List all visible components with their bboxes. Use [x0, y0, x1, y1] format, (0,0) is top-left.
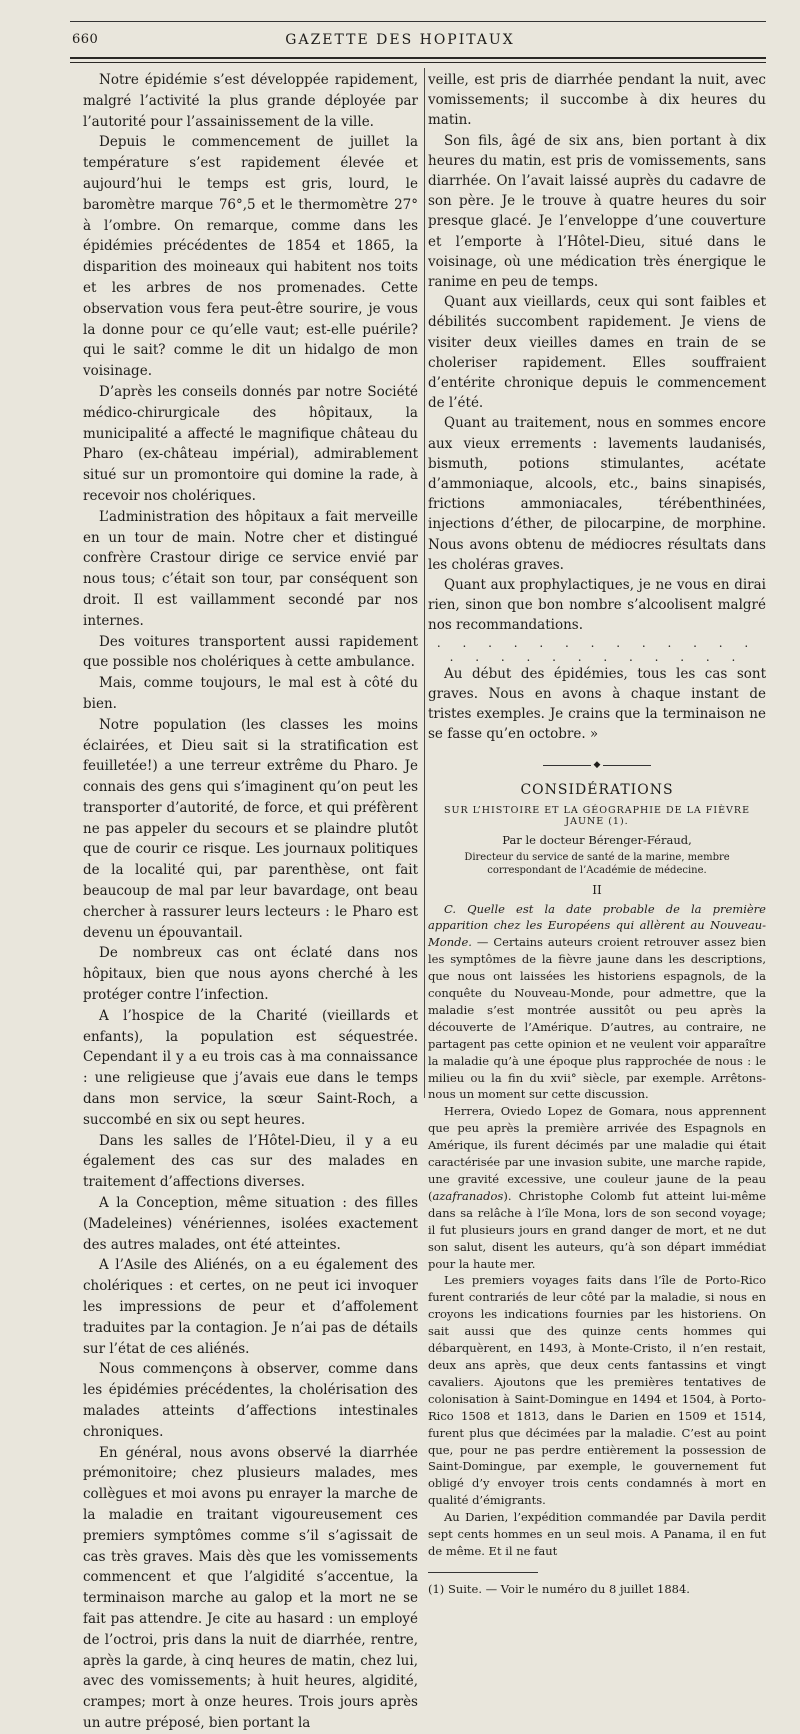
lead-text: — Certains auteurs croient retrouver assez bien les symptômes de la fièvre jaune dans les descriptions, que nous ont laissées les historiens espagnols, de la conquête du Nouveau-Monde, pour admettre, que la maladie s’est montrée aussitôt ou peu après la découverte de l’Amérique. D’autres, au contraire, ne partagent pas cette opinion et ne veulent voir apparaître la maladie qu’à une époque plus rapprochée de nous : le milieu ou la fin du xvii° siècle, par exemple. Arrêtons-nous un moment sur cette discussion. [428, 935, 766, 1102]
paragraph: D’après les conseils donnés par notre Société médico-chirurgicale des hôpitaux, la municipalité a affecté le magnifique château du Pharo (ex-château impérial), admirablement situé sur un promontoire qui domine la rade, à recevoir nos cholériques. [83, 383, 418, 504]
paragraph: Mais, comme toujours, le mal est à côté du bien. [83, 675, 418, 712]
paragraph: Notre épidémie s’est développée rapidement, malgré l’activité la plus grande déployée par l’autorité pour l’assainissement de la ville. [83, 72, 418, 130]
paragraph: veille, est pris de diarrhée pendant la nuit, avec vomissements; il succombe à dix heures du matin. [428, 72, 766, 129]
article-subtitle: SUR L’HISTOIRE ET LA GÉOGRAPHIE DE LA FIÈVRE JAUNE (1). [443, 804, 751, 827]
ornament-line [543, 765, 591, 766]
paragraph: Nous commençons à observer, comme dans les épidémies précédentes, la cholérisation des malades atteints d’affections intestinales chroniques. [83, 1361, 418, 1440]
paragraph: Son fils, âgé de six ans, bien portant à dix heures du matin, est pris de vomissements, sans diarrhée. On l’avait laissé auprès du cadavre de son père. Je le trouve à quatre heures du soir presque glacé. Je l’enveloppe d’une couverture et l’emporte à l’Hôtel-Dieu, situé dans le voisinage, où une médication très énergique le ranime en peu de temps. [428, 132, 766, 291]
paragraph: Notre population (les classes les moins éclairées, et Dieu sait si la stratification est feuilletée!) a une terreur extrême du Pharo. Je connais des gens qui s’imaginent qu’on peut les transporter d’autorité, de force, et qui préfèrent ne pas appeler du secours et se plaindre plutôt que de courir ce risque. Les journaux politiques de la localité qui, par parenthèse, ont fait beaucoup de mal par leur bavardage, ont beau chercher à rassurer leurs lecteurs : le Pharo est devenu un épouvantail. [83, 716, 418, 941]
column-divider [424, 68, 425, 1098]
paragraph: Dans les salles de l’Hôtel-Dieu, il y a eu également des cas sur des malades en traitement d’affections diverses. [83, 1132, 418, 1191]
running-title: GAZETTE DES HOPITAUX [285, 32, 515, 48]
paragraph: Les premiers voyages faits dans l’île de Porto-Rico furent contrariés de leur côté par la maladie, si nous en croyons les indications fournies par les historiens. On sait aussi que des quinze cents hommes qui débarquèrent, en 1493, à Monte-Cristo, il n’en restait, deux ans après, que deux cents fantassins et vingt cavaliers. Ajoutons que les premières tentatives de colonisation à Saint-Domingue en 1494 et 1504, à Porto-Rico 1508 et 1813, dans le Darien en 1509 et 1514, furent plus que décimées par la maladie. C’est au point que, pour ne pas perdre entièrement la possession de Saint-Domingue, par exemple, le gouvernement fut obligé d’y envoyer trois cents condamnés à mort en qualité d’émigrants. [428, 1273, 766, 1508]
author-affiliation: Directeur du service de santé de la marine, membre correspondant de l’Académie de médecine. [464, 851, 730, 876]
paragraph: A l’hospice de la Charité (vieillards et enfants), la population est séquestrée. Cependant il y a eu trois cas à ma connaissance : une religieuse que j’avais eue dans le temps dans mon service, la sœur Saint-Roch, a succombé en six ou sept heures. [83, 1007, 418, 1128]
paragraph: Au début des épidémies, tous les cas sont graves. Nous en avons à chaque instant de tristes exemples. Je crains que la terminaison ne se fasse qu’en octobre. » [428, 665, 766, 743]
paragraph: Quant aux vieillards, ceux qui sont faibles et débilités succombent rapidement. Je viens de visiter deux vieilles dames en train de se choleriser rapidement. Elles souffraient d’entérite chronique depuis le commencement de l’été. [428, 294, 766, 412]
paragraph: En général, nous avons observé la diarrhée prémonitoire; chez plusieurs malades, mes collègues et moi avons pu enrayer la marche de la maladie en traitant vigoureusement ces premiers symptômes comme s’il s’agissait de cas très graves. Mais dès que les vomissements commencent et que l’algidité s’accentue, la terminaison marche au galop et la mort ne se fait pas attendre. Je cite au hasard : un employé de l’octroi, pris dans la nuit de diarrhée, rentre, après la garde, à cinq heures de matin, chez lui, avec des vomissements; à huit heures, algidité, crampes; mort à onze heures. Trois jours après un autre préposé, bien portant la [83, 1444, 418, 1731]
letter-continuation [428, 70, 766, 745]
footnote-rule [428, 1572, 538, 1573]
paragraph: Depuis le commencement de juillet la température s’est rapidement élevée et aujourd’hui le temps est gris, lourd, le baromètre marque 76°,5 et le thermomètre 27° à l’ombre. On remarque, comme dans les épidémies précédentes de 1854 et 1865, la disparition des moineaux qui habitent nos toits et les arbres de nos promenades. Cette observation vous fera peut-être sourire, je vous la donne pour ce qu’elle vaut; est-elle puérile? qui le sait? comme le dit un hidalgo de mon voisinage. [83, 134, 418, 380]
ellipsis-dots: . . . . . . . . . . . . . . . . . . . . . . . . . [436, 635, 758, 664]
diamond-icon: ◆ [593, 760, 601, 770]
text-run: Herrera, Oviedo Lopez de Gomara, nous apprennent que peu après la première arrivée des Espagnols en Amérique, ils furent décimés par une maladie qui était caractérisée par une invasion subite, une marche rapide, une gravité excessive, une couleur jaune de la peau ( [428, 1104, 766, 1203]
footnote: (1) Suite. — Voir le numéro du 8 juillet 1884. [428, 1581, 690, 1596]
text-run: ). Christophe Colomb fut atteint lui-même dans sa relâche à l’île Mona, lors de son second voyage; il fut plusieurs jours en grand danger de mort, et ne dut son salut, disent les auteurs, qu’à son départ immédiat pour la haute mer. [428, 1188, 766, 1271]
paragraph: Quant aux prophylactiques, je ne vous en dirai rien, sinon que bon nombre s’alcoolisent malgré nos recommandations. [428, 577, 766, 634]
paragraph [428, 901, 766, 1104]
article-author: Par le docteur Bérenger-Féraud, [502, 832, 692, 847]
left-column [83, 70, 418, 1734]
paragraph: L’administration des hôpitaux a fait merveille en un tour de main. Notre cher et distingué confrère Crastour dirige ce service envié par nous tous; c’était son tour, par conséquent son droit. Il est vaillamment secondé par nos internes. [83, 508, 418, 629]
paragraph [428, 1103, 766, 1272]
header-rule-thin [70, 62, 766, 63]
section-number: II [592, 882, 602, 897]
italic-term: azafranados [432, 1188, 504, 1203]
ornament-line [603, 765, 651, 766]
paragraph: A l’Asile des Aliénés, on a eu également des cholériques : et certes, on ne peut ici invoquer les impressions de peur et d’affolement traduites par la contagion. Je n’ai pas de détails sur l’état de ces aliénés. [83, 1257, 418, 1357]
section-ornament [428, 755, 766, 774]
right-column [428, 70, 766, 1598]
page-number: 660 [72, 32, 99, 47]
paragraph: De nombreux cas ont éclaté dans nos hôpitaux, bien que nous ayons cherché à les protéger contre l’infection. [83, 945, 418, 1004]
paragraph: A la Conception, même situation : des filles (Madeleines) vénériennes, isolées exactement des autres malades, ont été atteintes. [83, 1195, 418, 1253]
header-rule-thick [70, 57, 766, 59]
paragraph: Au Darien, l’expédition commandée par Davila perdit sept cents hommes en un seul mois. A Panama, il en fut de même. Et il ne faut [428, 1510, 766, 1558]
lead-heading: C. Quelle est la date probable de la première apparition chez les Européens qui allèrent au Nouveau-Monde. [428, 901, 766, 950]
top-border [70, 21, 766, 22]
article-title: CONSIDÉRATIONS [520, 781, 674, 798]
paragraph: Quant au traitement, nous en sommes encore aux vieux errements : lavements laudanisés, bismuth, potions stimulantes, acétate d’ammoniaque, alcools, etc., bains sinapisés, frictions ammoniacales, térébenthinées, injections d’éther, de pilocarpine, de morphine. Nous avons obtenu de médiocres résultats dans les choléras graves. [428, 415, 766, 573]
article [428, 782, 766, 1598]
paragraph: Des voitures transportent aussi rapidement que possible nos cholériques à cette ambulance. [83, 633, 418, 671]
